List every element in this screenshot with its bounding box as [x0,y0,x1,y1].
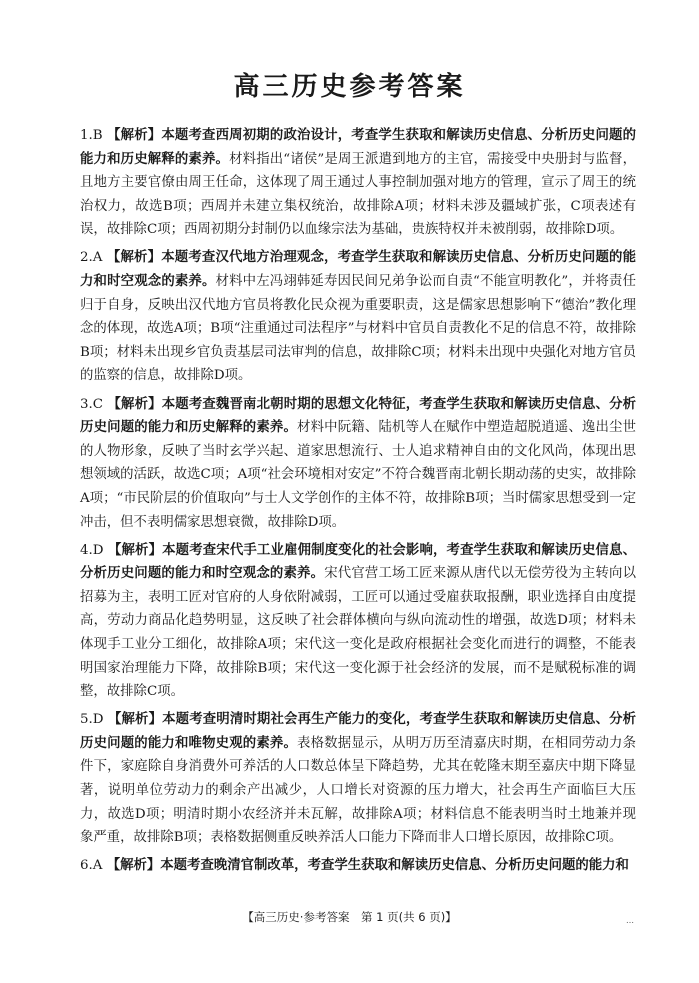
answer-list [80,124,636,882]
answer-item-1 [80,124,636,242]
answer-item-5 [80,708,636,850]
answer-number: 5.D [80,712,104,728]
answer-number: 4.D [80,542,104,558]
answer-stem: 本题考查晚清官制改革，考查学生获取和解读历史信息、分析历史问题的能力和 [160,857,629,874]
answer-item-3 [80,393,636,535]
answer-stem: 本题考查西周初期的政治设计，考查学生获取和解读历史信息、分析历史问题的能力和历史解释的素养。 [80,127,637,167]
answer-item-4 [80,539,636,704]
analysis-tag: 【解析】 [107,395,162,412]
answer-stem: 本题考查宋代手工业雇佣制度变化的社会影响，考查学生获取和解读历史信息、分析历史问题的能力和时空观念的素养。 [80,541,637,582]
answer-stem: 本题考查汉代地方治理观念，考查学生获取和解读历史信息、分析历史问题的能力和时空观念的素养。 [80,249,637,290]
analysis-tag: 【解析】 [106,249,162,266]
answer-body: 材料指出“诸侯”是周王派遣到地方的主官，需接受中央册封与监督，且地方主要官僚由周王任命，这体现了周王通过人事控制加强对地方的管理，宣示了周王的统治权力，故选B项；西周并未建立集权统治，故排除A项；材料未涉及疆域扩张，C项表述有误，故排除C项；西周初期分封制仍以血缘宗法为基础，贵族特权并未被削弱，故排除D项。 [80,151,636,238]
analysis-tag: 【解析】 [106,857,161,874]
answer-body: 材料中阮籍、陆机等人在赋作中塑造超脱逍遥、逸出尘世的人物形象，反映了当时玄学兴起、道家思想流行、士人追求精神自由的文化风尚，体现出思想领域的活跃，故选C项；A项“社会环境相对安定”不符合魏晋南北朝长期动荡的史实，故排除A项；“市民阶层的价值取向”与士人文学创作的主体不符，故排除B项；当时儒家思想受到一定冲击，但不表明儒家思想衰微，故排除D项。 [80,420,637,530]
analysis-tag: 【解析】 [107,711,163,728]
answer-item-2 [80,246,636,388]
answer-stem: 本题考查明清时期社会再生产能力的变化，考查学生获取和解读历史信息、分析历史问题的能力和唯物史观的素养。 [80,711,637,751]
analysis-tag: 【解析】 [107,541,163,558]
answer-number: 6.A [80,858,103,874]
page-footer: 【高三历史·参考答案 第 1 页(共 6 页)】 [242,910,457,924]
answer-item-6 [80,854,636,878]
answer-body: 表格数据显示，从明万历至清嘉庆时期，在相同劳动力条件下，家庭除自身消费外可养活的人口数总体呈下降趋势，尤其在乾隆末期至嘉庆中期下降显著，说明单位劳动力的剩余产出减少，人口增长对资源的压力增大，社会再生产面临巨大压力，故选D项；明清时期小农经济并未瓦解，故排除A项；材料信息不能表明当时土地兼并现象严重，故排除B项；表格数据侧重反映养活人口能力下降而非人口增长原因，故排除C项。 [80,735,637,846]
answer-stem: 本题考查魏晋南北朝时期的思想文化特征，考查学生获取和解读历史信息、分析历史问题的能力和历史解释的素养。 [80,395,637,436]
corner-mark: … [626,916,634,925]
answer-number: 2.A [80,250,103,266]
answer-number: 3.C [80,396,104,412]
answer-body: 材料中左冯翊韩延寿因民间兄弟争讼而自责“不能宣明教化”，并将责任归于自身，反映出汉代地方官员将教化民众视为重要职责，这是儒家思想影响下“德治”教化理念的体现，故选A项；B项“注重通过司法程序”与材料中官员自责教化不足的信息不符，故排除B项；材料未出现乡官负责基层司法审判的信息，故排除C项；材料未出现中央强化对地方官员的监察的信息，故排除D项。 [80,274,636,384]
analysis-tag: 【解析】 [107,127,162,143]
answer-number: 1.B [80,128,103,143]
answer-body: 宋代官营工场工匠来源从唐代以无偿劳役为主转向以招募为主，表明工匠对官府的人身依附减弱，工匠可以通过受雇获取报酬，职业选择自由度提高，劳动力商品化趋势明显，这反映了社会群体横向与纵向流动性的增强，故选D项；材料未体现手工业分工细化，故排除A项；宋代这一变化是政府根据社会变化而进行的调整，不能表明国家治理能力下降，故排除B项；宋代这一变化源于社会经济的发展，而不是赋税标准的调整，故排除C项。 [80,566,637,700]
page-title: 高三历史参考答案 [233,72,466,102]
